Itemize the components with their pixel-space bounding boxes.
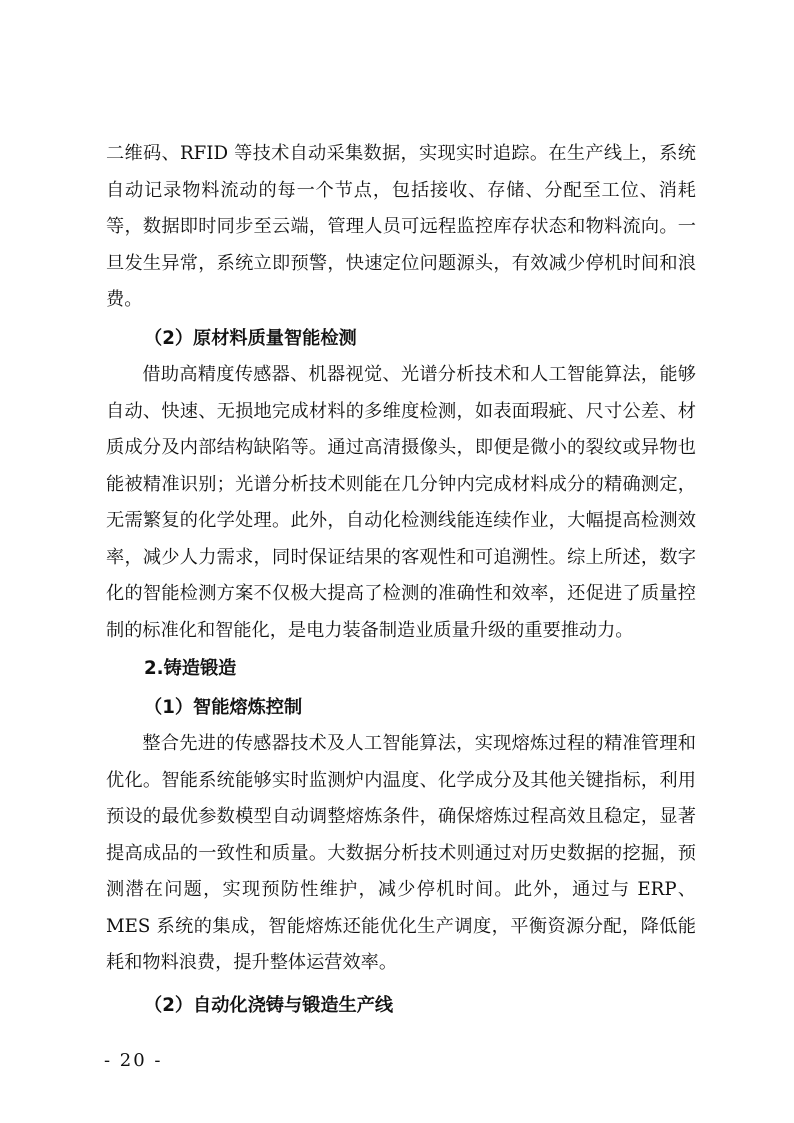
heading-automated-casting-line: （2）自动化浇铸与锻造生产线 — [144, 994, 394, 1016]
page-number: - 20 - — [104, 1050, 163, 1071]
heading-casting-forging: 2.铸造锻造 — [144, 658, 237, 679]
paragraph-smart-inspection: 借助高精度传感器、机器视觉、光谱分析技术和人工智能算法，能够自动、快速、无损地完成材料的多维度检测，如表面瑕疵、尺寸公差、材质成分及内部结构缺陷等。通过高清摄像头，即便是微小的裂纹或异物也能被精准识别；光谱分析技术则能在几分钟内完成材料成分的精确测定，无需繁复的化学处理。此外，自动化检测线能连续作业，大幅提高检测效率，减少人力需求，同时保证结果的客观性和可追溯性。综上所述，数字化的智能检测方案不仅极大提高了检测的准确性和效率，还促进了质量控制的标准化和智能化，是电力装备制造业质量升级的重要推动力。 — [106, 364, 696, 641]
document-body — [106, 136, 696, 1024]
paragraph-smart-smelting: 整合先进的传感器技术及人工智能算法，实现熔炼过程的精准管理和优化。智能系统能够实时监测炉内温度、化学成分及其他关键指标，利用预设的最优参数模型自动调整熔炼条件，确保熔炼过程高效且稳定，显著提高成品的一致性和质量。大数据分析技术则通过对历史数据的挖掘，预测潜在问题，实现预防性维护，减少停机时间。此外，通过与 ERP、MES 系统的集成，智能熔炼还能优化生产调度，平衡资源分配，降低能耗和物料浪费，提升整体运营效率。 — [106, 733, 696, 973]
heading-smart-smelting: （1）智能熔炼控制 — [144, 696, 303, 718]
heading-raw-material-inspection: （2）原材料质量智能检测 — [144, 327, 357, 349]
paragraph-rfid-tracking: 二维码、RFID 等技术自动采集数据，实现实时追踪。在生产线上，系统自动记录物料流动的每一个节点，包括接收、存储、分配至工位、消耗等，数据即时同步至云端，管理人员可远程监控库存状态和物料流向。一旦发生异常，系统立即预警，快速定位问题源头，有效减少停机时间和浪费。 — [106, 143, 696, 310]
